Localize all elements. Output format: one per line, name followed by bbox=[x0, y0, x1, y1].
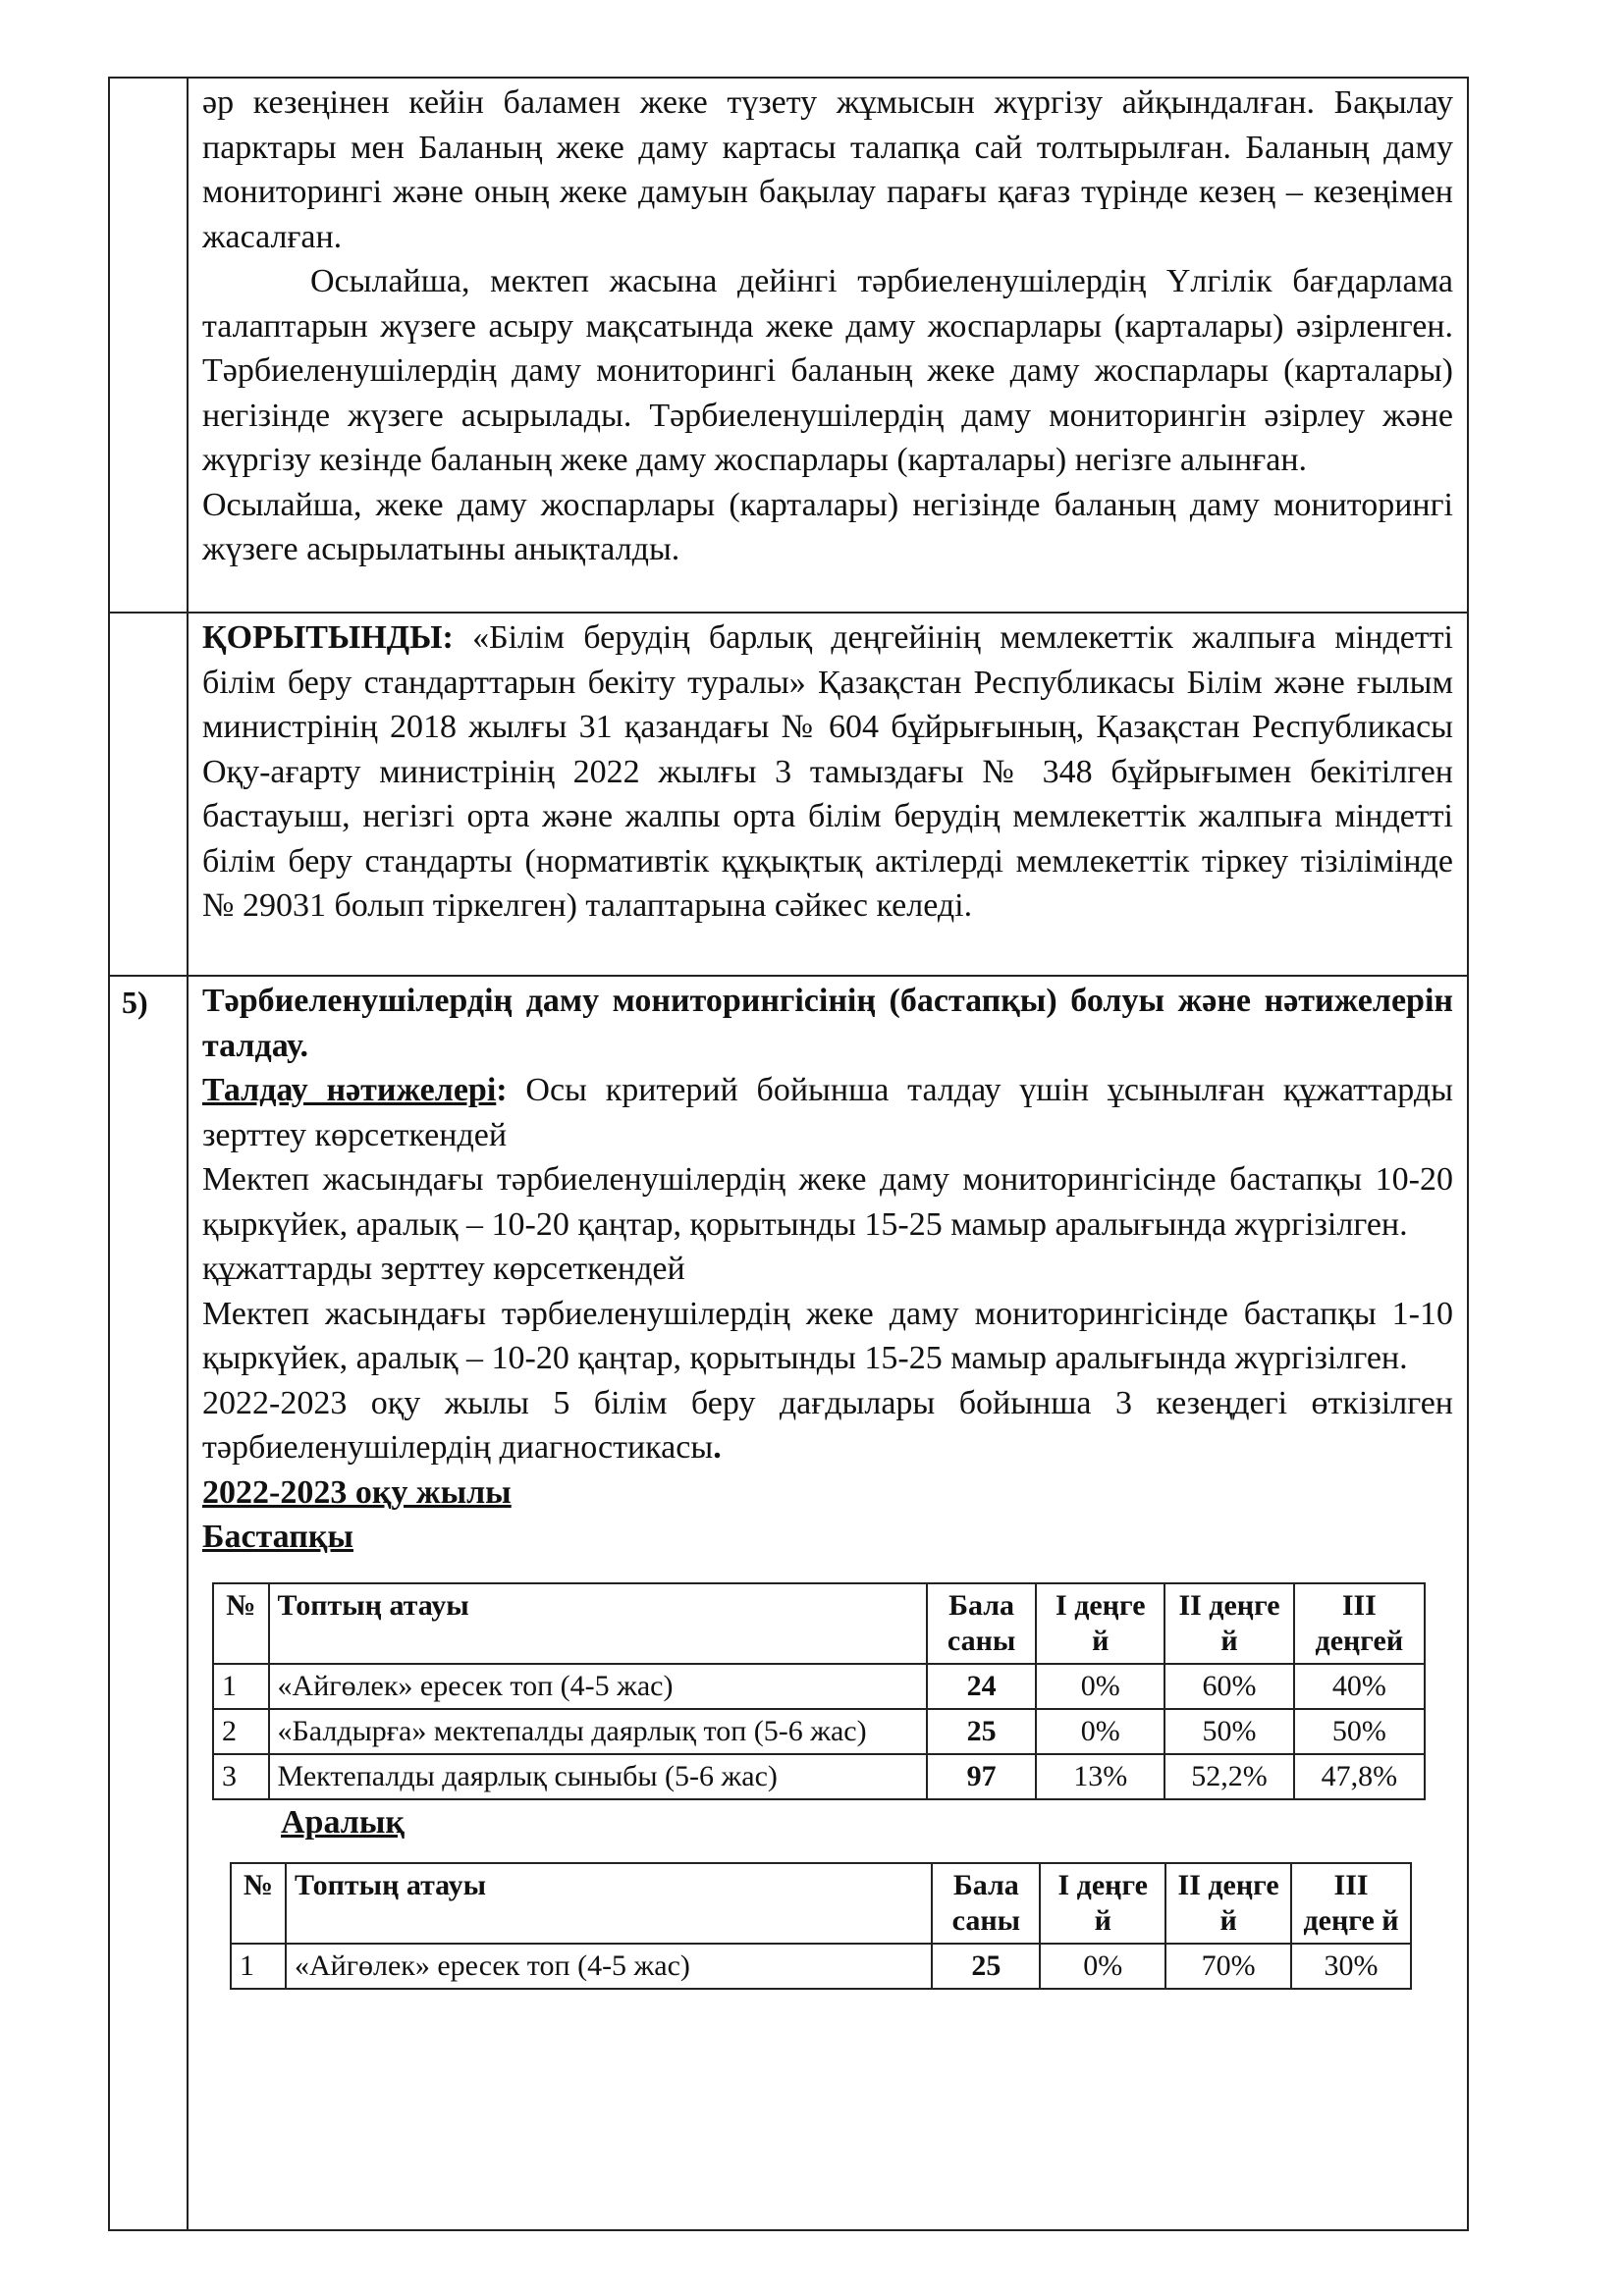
row-num: 1 bbox=[231, 1944, 286, 1989]
year-title: 2022-2023 оқу жылы bbox=[202, 1473, 512, 1511]
paragraph: Мектеп жасындағы тәрбиеленушілердің жеке даму мониторингісінде бастапқы 1-10 қыркүйек, аралық – 10-20 қаңтар, қорытынды 15-25 мамыр аралығында жүргізілген. bbox=[202, 1295, 1453, 1376]
row-count: 25 bbox=[932, 1944, 1040, 1989]
table-header-row bbox=[213, 1583, 1425, 1664]
row-level2: 52,2% bbox=[1164, 1754, 1293, 1799]
conclusion-cell bbox=[188, 613, 1468, 976]
document-page bbox=[108, 77, 1469, 2231]
results-text: Осы критерий бойынша талдау үшін ұсынылған құжаттарды зерттеу көрсеткендей bbox=[202, 1072, 1453, 1153]
row-level2: 70% bbox=[1165, 1944, 1291, 1989]
row-group: «Балдырға» мектепалды даярлық топ (5-6 жас) bbox=[269, 1709, 928, 1754]
row-level1: 0% bbox=[1036, 1709, 1164, 1754]
row-count: 25 bbox=[927, 1709, 1036, 1754]
number-cell bbox=[109, 78, 188, 613]
main-table bbox=[108, 77, 1469, 2231]
col-group-header: Топтың атауы bbox=[286, 1863, 932, 1944]
table-header-row bbox=[231, 1863, 1411, 1944]
row-level1: 0% bbox=[1040, 1944, 1165, 1989]
row-level3: 40% bbox=[1294, 1664, 1425, 1709]
row-num: 1 bbox=[213, 1664, 269, 1709]
results-label: Талдау нәтижелері bbox=[202, 1072, 497, 1108]
content-cell bbox=[188, 78, 1468, 613]
diagnostics-period: . bbox=[713, 1429, 722, 1466]
paragraph: Осылайша, жеке даму жоспарлары (карталары) негізінде баланың даму мониторингі жүзеге асырылатыны анықталды. bbox=[202, 486, 1453, 567]
intermediate-results-table bbox=[230, 1862, 1412, 1990]
intermediate-title-line bbox=[202, 1800, 1453, 1844]
col-group-header: Топтың атауы bbox=[269, 1583, 928, 1664]
section-number: 5) bbox=[109, 976, 188, 2230]
col-level2-header: II деңге й bbox=[1165, 1863, 1291, 1944]
conclusion-paragraph bbox=[202, 615, 1453, 929]
section5-cell bbox=[188, 976, 1468, 2230]
initial-results-table bbox=[212, 1582, 1426, 1800]
paragraph bbox=[202, 1381, 1453, 1470]
paragraph bbox=[202, 1068, 1453, 1157]
col-num-header: № bbox=[213, 1583, 269, 1664]
col-level1-header: I деңге й bbox=[1040, 1863, 1165, 1944]
row-level3: 50% bbox=[1294, 1709, 1425, 1754]
table-row bbox=[213, 1664, 1425, 1709]
table-row bbox=[109, 78, 1468, 613]
col-level3-header: III деңгей bbox=[1294, 1583, 1425, 1664]
row-level2: 50% bbox=[1164, 1709, 1293, 1754]
conclusion-label: ҚОРЫТЫНДЫ: bbox=[202, 619, 454, 656]
col-num-header: № bbox=[231, 1863, 286, 1944]
table-row bbox=[231, 1944, 1411, 1989]
table-row bbox=[213, 1709, 1425, 1754]
row-group: «Айгөлек» ересек топ (4-5 жас) bbox=[269, 1664, 928, 1709]
paragraph: Мектеп жасындағы тәрбиеленушілердің жеке даму мониторингісінде бастапқы 10-20 қыркүйек, аралық – 10-20 қаңтар, қорытынды 15-25 мамыр аралығында жүргізілген. bbox=[202, 1161, 1453, 1243]
col-level3-header: III деңге й bbox=[1291, 1863, 1411, 1944]
row-level3: 30% bbox=[1291, 1944, 1411, 1989]
col-count-header: Бала саны bbox=[932, 1863, 1040, 1944]
col-count-header: Бала саны bbox=[927, 1583, 1036, 1664]
table-row bbox=[109, 613, 1468, 976]
results-colon: : bbox=[496, 1072, 508, 1108]
table-row bbox=[109, 976, 1468, 2230]
col-level1-header: I деңге й bbox=[1036, 1583, 1164, 1664]
conclusion-text: «Білім берудің барлық деңгейінің мемлекеттік жалпыға міндетті білім беру стандарттарын бекіту туралы» Қазақстан Республикасы Білім және ғылым министрінің 2018 жылғы 31 қазандағы № 604 бұйрығының, Қазақстан Республикасы Оқу-ағарту министрінің 2022 жылғы 3 тамыздағы № 348 бұйрығымен бекітілген бастауыш, негізгі орта және жалпы орта білім берудің мемлекеттік жалпыға міндетті білім беру стандарты (нормативтік құқықтық актілерді мемлекеттік тіркеу тізілімінде № 29031 болып тіркелген) талаптарына сәйкес келеді. bbox=[202, 619, 1453, 924]
row-level3: 47,8% bbox=[1294, 1754, 1425, 1799]
initial-title: Бастапқы bbox=[202, 1518, 353, 1555]
row-level1: 13% bbox=[1036, 1754, 1164, 1799]
table-row bbox=[213, 1754, 1425, 1799]
col-level2-header: II деңге й bbox=[1164, 1583, 1293, 1664]
paragraph: Осылайша, мектеп жасына дейінгі тәрбиеленушілердің Үлгілік бағдарлама талаптарын жүзеге асыру мақсатында жеке даму жоспарлары (карталары) әзірленген. Тәрбиеленушілердің даму мониторингі баланың жеке даму жоспарлары (карталары) негізінде жүзеге асырылады. Тәрбиеленушілердің даму мониторингін әзірлеу және жүргізу кезінде баланың жеке даму жоспарлары (карталары) негізге алынған. bbox=[202, 263, 1453, 478]
paragraph: құжаттарды зерттеу көрсеткендей bbox=[202, 1251, 685, 1287]
section-heading: Тәрбиеленушілердің даму мониторингісінің (бастапқы) болуы және нәтижелерін талдау. bbox=[202, 983, 1453, 1064]
number-cell bbox=[109, 613, 188, 976]
row-count: 97 bbox=[927, 1754, 1036, 1799]
row-num: 3 bbox=[213, 1754, 269, 1799]
row-num: 2 bbox=[213, 1709, 269, 1754]
row-level1: 0% bbox=[1036, 1664, 1164, 1709]
row-group: Мектепалды даярлық сыныбы (5-6 жас) bbox=[269, 1754, 928, 1799]
row-level2: 60% bbox=[1164, 1664, 1293, 1709]
row-count: 24 bbox=[927, 1664, 1036, 1709]
diagnostics-text: 2022-2023 оқу жылы 5 білім беру дағдылары бойынша 3 кезеңдегі өткізілген тәрбиеленушілердің диагностикасы bbox=[202, 1384, 1453, 1466]
intermediate-title: Аралық bbox=[281, 1803, 405, 1841]
paragraph: әр кезеңінен кейін баламен жеке түзету жұмысын жүргізу айқындалған. Бақылау парктары мен Баланың жеке даму картасы талапқа сай толтырылған. Баланың даму мониторингі және оның жеке дамуын бақылау парағы қағаз түрінде кезең – кезеңімен жасалған. bbox=[202, 84, 1453, 255]
row-group: «Айгөлек» ересек топ (4-5 жас) bbox=[286, 1944, 932, 1989]
